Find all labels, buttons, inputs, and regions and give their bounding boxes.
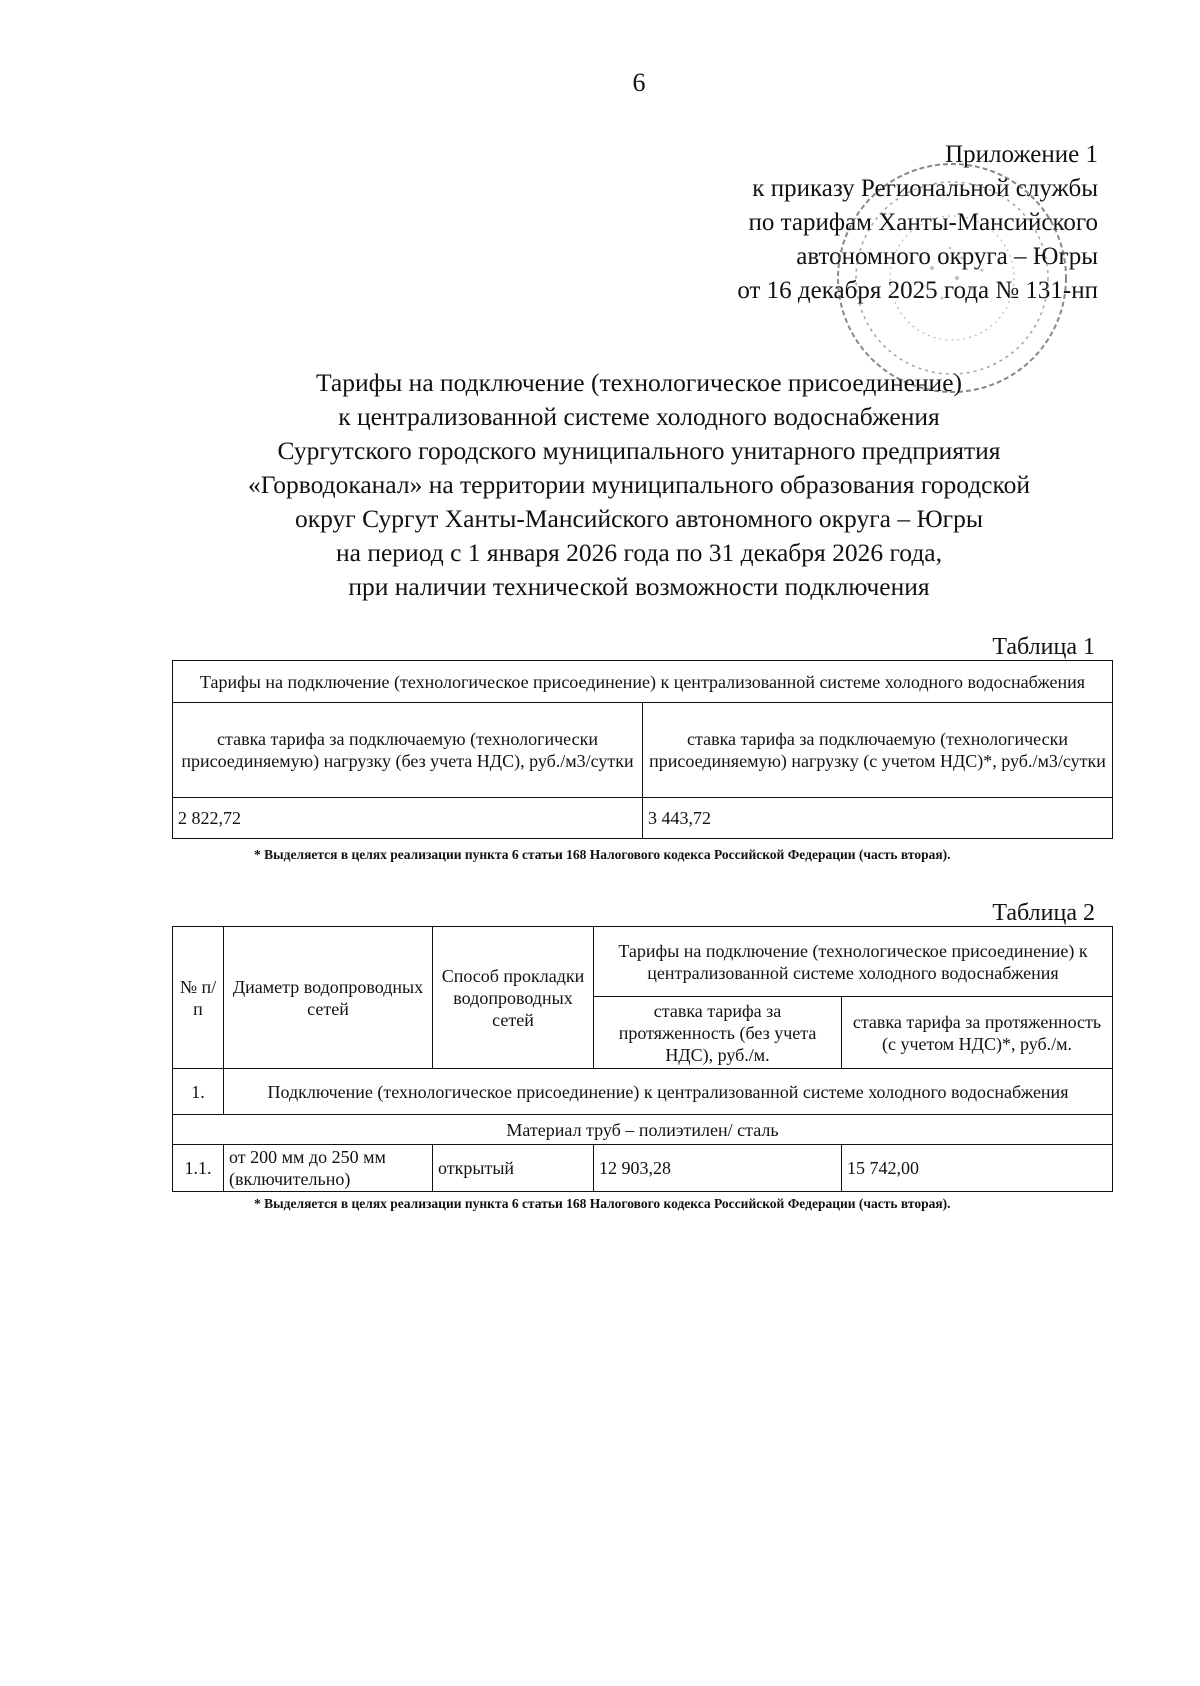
appendix-line: автономного округа – Югры bbox=[796, 243, 1098, 270]
table2-header-rate-without-vat: ставка тарифа за протяженность (без учета НДС), руб./м. bbox=[594, 997, 842, 1069]
table1 bbox=[172, 660, 1113, 839]
table2-footnote: * Выделяется в целях реализации пункта 6 статьи 168 Налогового кодекса Российской Федерации (часть вторая). bbox=[254, 1196, 951, 1211]
table2-header-rate-with-vat: ставка тарифа за протяженность (с учетом НДС)*, руб./м. bbox=[842, 997, 1113, 1069]
table2-section-number: 1. bbox=[173, 1069, 224, 1115]
table2-header-group: Тарифы на подключение (технологическое присоединение) к централизованной системе холодного водоснабжения bbox=[594, 927, 1113, 997]
table1-value1: 2 822,72 bbox=[173, 798, 643, 839]
title-line: при наличии технической возможности подключения bbox=[348, 572, 930, 601]
table1-value2: 3 443,72 bbox=[643, 798, 1113, 839]
appendix-line: Приложение 1 bbox=[945, 141, 1098, 168]
table2-header-method: Способ прокладки водопроводных сетей bbox=[433, 927, 594, 1069]
table1-footnote: * Выделяется в целях реализации пункта 6 статьи 168 Налогового кодекса Российской Федерации (часть вторая). bbox=[254, 847, 951, 862]
table2-header-diameter: Диаметр водопроводных сетей bbox=[224, 927, 433, 1069]
appendix-line: от 16 декабря 2025 года № 131-нп bbox=[737, 277, 1098, 304]
title-line: Сургутского городского муниципального унитарного предприятия bbox=[277, 436, 1001, 465]
appendix-line: по тарифам Ханты-Мансийского bbox=[748, 209, 1098, 236]
table2-material: Материал труб – полиэтилен/ сталь bbox=[173, 1115, 1113, 1145]
table1-col1-header: ставка тарифа за подключаемую (технологически присоединяемую) нагрузку (без учета НДС), руб./м3/сутки bbox=[173, 703, 643, 798]
table2-row-rate-with-vat: 15 742,00 bbox=[842, 1145, 1113, 1192]
title-line: «Горводоканал» на территории муниципального образования городской bbox=[247, 470, 1030, 499]
table2-caption: Таблица 2 bbox=[992, 900, 1095, 926]
table2 bbox=[172, 926, 1113, 1192]
appendix-line: к приказу Региональной службы bbox=[752, 175, 1098, 202]
table1-col2-header: ставка тарифа за подключаемую (технологически присоединяемую) нагрузку (с учетом НДС)*, руб./м3/сутки bbox=[643, 703, 1113, 798]
title-line: округ Сургут Ханты-Мансийского автономного округа – Югры bbox=[294, 504, 984, 533]
table2-section-text: Подключение (технологическое присоединение) к централизованной системе холодного водоснабжения bbox=[224, 1069, 1113, 1115]
document-title bbox=[0, 366, 1200, 604]
table2-header-number: № п/п bbox=[173, 927, 224, 1069]
title-line: Тарифы на подключение (технологическое присоединение) bbox=[315, 368, 963, 397]
title-line: к централизованной системе холодного водоснабжения bbox=[338, 402, 940, 431]
page-number: 6 bbox=[632, 68, 646, 97]
table1-caption: Таблица 1 bbox=[992, 634, 1095, 660]
official-seal bbox=[832, 158, 1072, 398]
table2-row-method: открытый bbox=[433, 1145, 594, 1192]
table2-row-rate-without-vat: 12 903,28 bbox=[594, 1145, 842, 1192]
table2-row-number: 1.1. bbox=[173, 1145, 224, 1192]
title-line: на период с 1 января 2026 года по 31 декабря 2026 года, bbox=[336, 538, 942, 567]
table2-row-diameter: от 200 мм до 250 мм (включительно) bbox=[224, 1145, 433, 1192]
table1-header: Тарифы на подключение (технологическое присоединение) к централизованной системе холодного водоснабжения bbox=[173, 661, 1113, 703]
